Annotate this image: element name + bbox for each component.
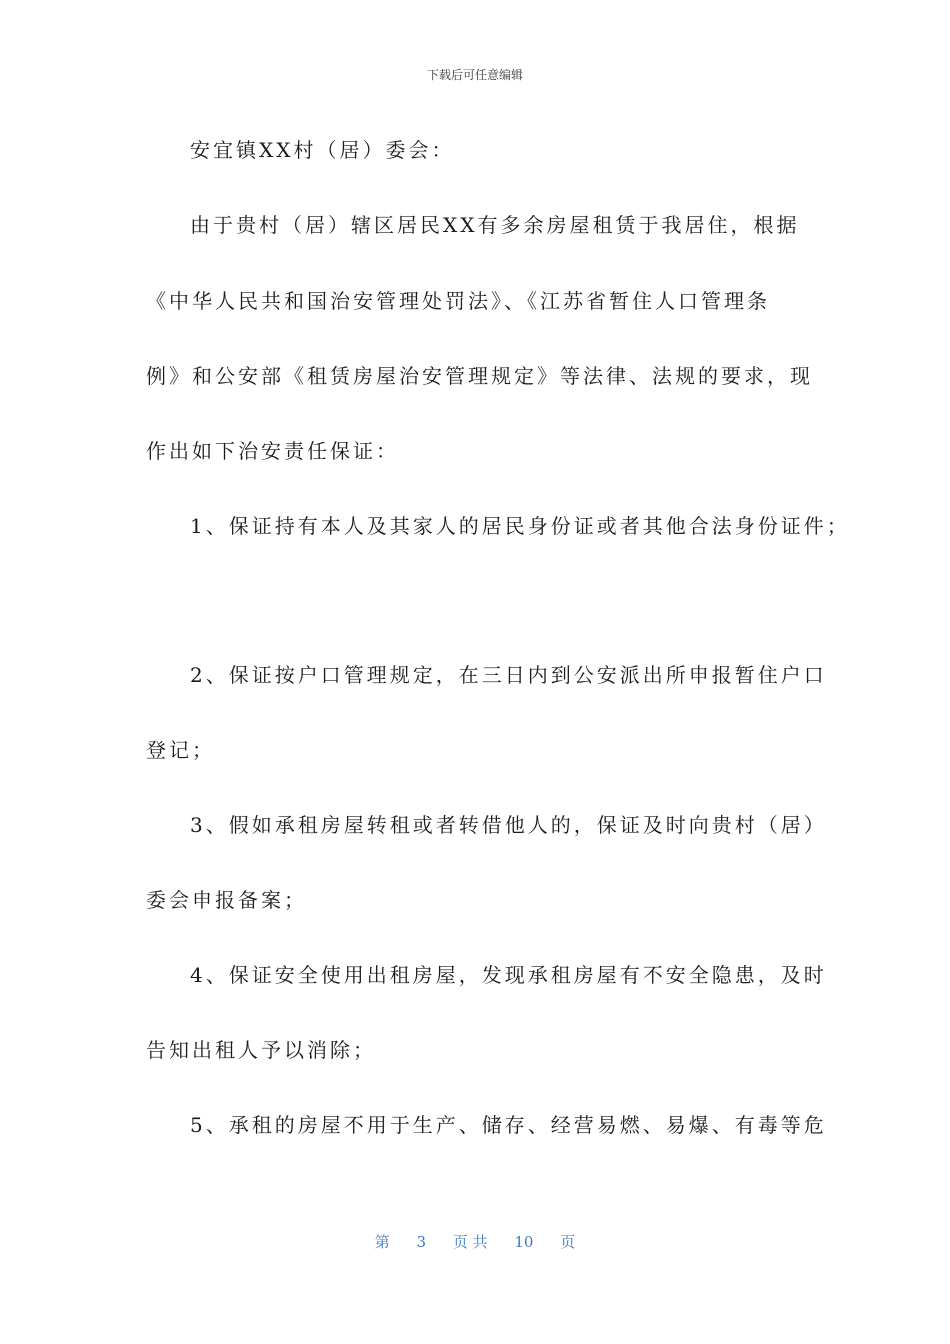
paragraph-line: 例》和公安部《租赁房屋治安管理规定》等法律、法规的要求，现 (146, 364, 813, 388)
item-1-line: 1、保证持有本人及其家人的居民身份证或者其他合法身份证件； (190, 514, 850, 538)
item-4-line: 告知出租人予以消除； (146, 1038, 376, 1062)
paragraph-line: 《中华人民共和国治安管理处罚法》、《江苏省暂住人口管理条 (146, 289, 770, 313)
addressee-line: 安宜镇XX村（居）委会： (190, 138, 455, 162)
item-3-line: 3、假如承租房屋转租或者转借他人的，保证及时向贵村（居） (190, 813, 827, 837)
item-2-line: 登记； (146, 738, 215, 762)
page-footer (0, 1231, 950, 1252)
paragraph-line: 由于贵村（居）辖区居民XX有多余房屋租赁于我居住，根据 (190, 213, 800, 237)
footer-page-number: 3 (416, 1233, 427, 1251)
header-note: 下载后可任意编辑 (426, 68, 523, 82)
footer-middle: 页 共 (452, 1233, 488, 1251)
item-3-line: 委会申报备案； (146, 888, 307, 912)
paragraph-line: 作出如下治安责任保证： (146, 439, 399, 463)
footer-prefix: 第 (374, 1233, 390, 1251)
footer-total-pages: 10 (514, 1233, 534, 1251)
item-4-line: 4、保证安全使用出租房屋，发现承租房屋有不安全隐患，及时 (190, 963, 827, 987)
item-2-line: 2、保证按户口管理规定，在三日内到公安派出所申报暂住户口 (190, 663, 827, 687)
item-5-line: 5、承租的房屋不用于生产、储存、经营易燃、易爆、有毒等危 (190, 1113, 827, 1137)
footer-suffix: 页 (560, 1233, 576, 1251)
